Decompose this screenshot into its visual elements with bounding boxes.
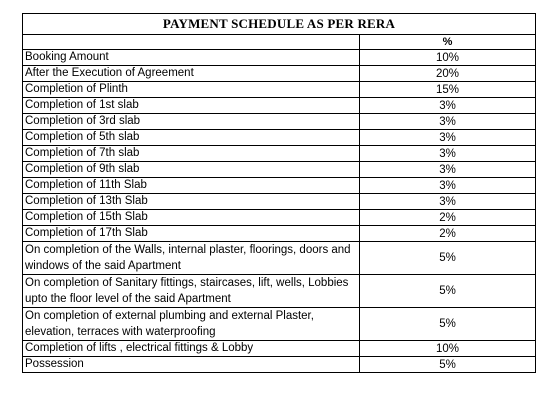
table-row bbox=[23, 82, 536, 98]
stage-cell: Completion of 17th Slab bbox=[23, 226, 360, 242]
stage-cell: Completion of Plinth bbox=[23, 82, 360, 98]
table-row bbox=[23, 98, 536, 114]
percent-cell: 2% bbox=[360, 210, 536, 226]
percent-cell: 3% bbox=[360, 114, 536, 130]
table-row bbox=[23, 162, 536, 178]
table-row bbox=[23, 308, 536, 341]
percent-cell: 5% bbox=[360, 242, 536, 275]
percent-cell: 3% bbox=[360, 162, 536, 178]
title-row bbox=[23, 14, 536, 35]
stage-cell: Completion of 1st slab bbox=[23, 98, 360, 114]
stage-cell: Completion of 15th Slab bbox=[23, 210, 360, 226]
percent-cell: 15% bbox=[360, 82, 536, 98]
table-row bbox=[23, 194, 536, 210]
table-row bbox=[23, 178, 536, 194]
table-row bbox=[23, 130, 536, 146]
stage-cell: After the Execution of Agreement bbox=[23, 66, 360, 82]
table-row bbox=[23, 275, 536, 308]
payment-schedule-table bbox=[22, 13, 536, 373]
percent-cell: 3% bbox=[360, 178, 536, 194]
payment-schedule bbox=[22, 13, 535, 373]
stage-cell: On completion of Sanitary fittings, staircases, lift, wells, Lobbies upto the floor level of the said Apartment bbox=[23, 275, 360, 308]
percent-cell: 3% bbox=[360, 146, 536, 162]
percent-cell: 3% bbox=[360, 194, 536, 210]
table-row bbox=[23, 210, 536, 226]
header-row bbox=[23, 35, 536, 50]
stage-cell: Possession bbox=[23, 357, 360, 373]
percent-cell: 5% bbox=[360, 308, 536, 341]
stage-cell: Completion of 9th slab bbox=[23, 162, 360, 178]
stage-cell: Completion of 3rd slab bbox=[23, 114, 360, 130]
percent-cell: 10% bbox=[360, 341, 536, 357]
percent-cell: 10% bbox=[360, 50, 536, 66]
percent-cell: 5% bbox=[360, 275, 536, 308]
table-row bbox=[23, 242, 536, 275]
table-title: PAYMENT SCHEDULE AS PER RERA bbox=[23, 14, 536, 35]
percent-cell: 20% bbox=[360, 66, 536, 82]
table-row bbox=[23, 146, 536, 162]
percent-cell: 3% bbox=[360, 98, 536, 114]
percent-cell: 2% bbox=[360, 226, 536, 242]
stage-cell: On completion of external plumbing and external Plaster, elevation, terraces with waterproofing bbox=[23, 308, 360, 341]
stage-cell: Booking Amount bbox=[23, 50, 360, 66]
stage-cell: Completion of 5th slab bbox=[23, 130, 360, 146]
percent-cell: 5% bbox=[360, 357, 536, 373]
table-row bbox=[23, 357, 536, 373]
percent-cell: 3% bbox=[360, 130, 536, 146]
table-row bbox=[23, 50, 536, 66]
table-row bbox=[23, 66, 536, 82]
stage-cell: Completion of lifts , electrical fittings & Lobby bbox=[23, 341, 360, 357]
stage-header bbox=[23, 35, 360, 50]
table-row bbox=[23, 341, 536, 357]
table-row bbox=[23, 114, 536, 130]
stage-cell: Completion of 13th Slab bbox=[23, 194, 360, 210]
percent-header: % bbox=[360, 35, 536, 50]
stage-cell: On completion of the Walls, internal plaster, floorings, doors and windows of the said Apartment bbox=[23, 242, 360, 275]
stage-cell: Completion of 11th Slab bbox=[23, 178, 360, 194]
table-row bbox=[23, 226, 536, 242]
stage-cell: Completion of 7th slab bbox=[23, 146, 360, 162]
